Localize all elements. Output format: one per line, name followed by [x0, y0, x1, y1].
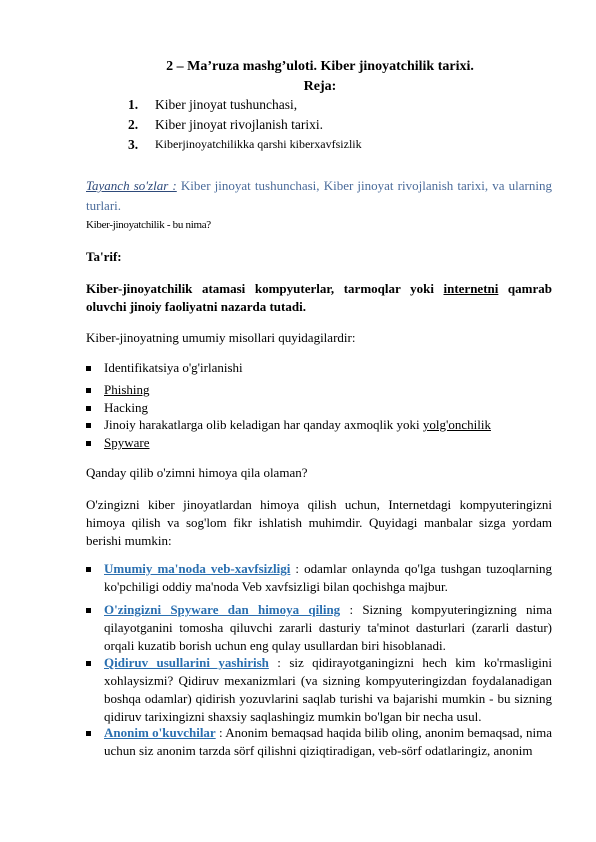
phishing-link[interactable]: Phishing — [104, 382, 150, 397]
definition-text: Kiber-jinoyatchilik atamasi kompyuterlar, tarmoqlar yoki — [86, 281, 444, 296]
definition-label: Ta'rif: — [86, 249, 122, 264]
bullet-icon — [86, 567, 91, 572]
bullet-icon — [86, 423, 91, 428]
resource-item — [86, 724, 552, 760]
subheading: Kiber-jinoyatchilik - bu nima? — [86, 219, 211, 231]
internet-link[interactable]: internetni — [443, 281, 499, 296]
bullet-icon — [86, 441, 91, 446]
resource-text: : odamlar onlaynda qo'lga tushgan tuzoqlarning ko'pchiligi oddiy ma'noda Veb xavfsizligi bilan qochishga majbur. — [104, 561, 552, 594]
bullet-icon — [86, 406, 91, 411]
resource-item — [86, 601, 552, 655]
bullet-icon — [86, 608, 91, 613]
yolgonchilik-link[interactable]: yolg'onchilik — [422, 417, 491, 432]
list-item-text: Hacking — [104, 400, 149, 415]
keywords-paragraph — [86, 176, 552, 216]
spyware-protection-link[interactable]: O'zingizni Spyware dan himoya qiling — [104, 602, 341, 617]
resource-text: : siz qidirayotganingizni hech kim ko'rmasligini xohlaysizmi? Qidiruv mexanizmlari (va sizning kompyuteringizdan foydalanadigan boshqa odamlar) qidirish yozuvlarini saqlab turishi va bajarishi mumkin - bu sizning qidiruv tarixingizni shaxsiy saqlashingiz mumkin bo'lgan bir necha usul. — [104, 655, 552, 724]
page-title: 2 – Ma’ruza mashg’uloti. Kiber jinoyatchilik tarixi. — [166, 59, 474, 74]
plan-heading: Reja: — [303, 79, 337, 94]
plan-item-text: Kiber jinoyat tushunchasi, — [155, 97, 298, 112]
protect-question: Qanday qilib o'zimni himoya qila olaman? — [86, 465, 308, 480]
anonymous-readers-link[interactable]: Anonim o'kuvchilar — [104, 725, 216, 740]
plan-item-number: 1. — [128, 97, 139, 112]
bullet-icon — [86, 661, 91, 666]
resource-text: : Sizning kompyuteringizning nima qilayotganini tomosha qiluvchi zararli dasturiy ta'minot dasturlari (zararli dastur) orqali kuzatib borish uchun eng qulay usullardan biri hisoblanadi. — [104, 602, 552, 653]
bullet-icon — [86, 366, 91, 371]
web-security-link[interactable]: Umumiy ma'noda veb-xavfsizligi — [104, 561, 291, 576]
keywords-text: Kiber jinoyat tushunchasi, Kiber jinoyat rivojlanish tarixi, va ularning turlari. — [86, 178, 552, 213]
plan-item-text: Kiber jinoyat rivojlanish tarixi. — [155, 117, 323, 132]
examples-intro: Kiber-jinoyatning umumiy misollari quyidagilardir: — [86, 330, 356, 345]
definition-text: qamrab oluvchi jinoiy faoliyatni nazarda tutadi. — [86, 281, 552, 314]
definition-paragraph — [86, 280, 552, 316]
hide-search-link[interactable]: Qidiruv usullarini yashirish — [104, 655, 269, 670]
resource-text: : Anonim bemaqsad haqida bilib oling, anonim bemaqsad, nima uchun siz anonim tarzda sörf qilishni qiziqtiradigan, veb-sörf odatlaringiz, anonim — [104, 725, 552, 758]
plan-item-number: 2. — [128, 117, 139, 132]
plan-item-number: 3. — [128, 137, 139, 152]
list-item-text — [104, 417, 491, 433]
keywords-label: Tayanch so'zlar : — [86, 178, 177, 193]
plan-item-text: Kiberjinoyatchilikka qarshi kiberxavfsizlik — [155, 137, 362, 151]
spyware-link[interactable]: Spyware — [104, 435, 150, 450]
protect-intro: O'zingizni kiber jinoyatlardan himoya qilish uchun, Internetdagi kompyuteringizni himoya qilish va sog'lom fikr ishlatish muhimdir. Quyidagi manbalar sizga yordam berishi mumkin: — [86, 497, 552, 548]
resource-item — [86, 654, 552, 726]
bullet-icon — [86, 731, 91, 736]
resource-item — [86, 560, 552, 596]
list-item-text: Identifikatsiya o'g'irlanishi — [104, 360, 243, 375]
bullet-icon — [86, 388, 91, 393]
list-item-text: Jinoiy harakatlarga olib keladigan har qanday axmoqlik yoki — [104, 417, 423, 432]
